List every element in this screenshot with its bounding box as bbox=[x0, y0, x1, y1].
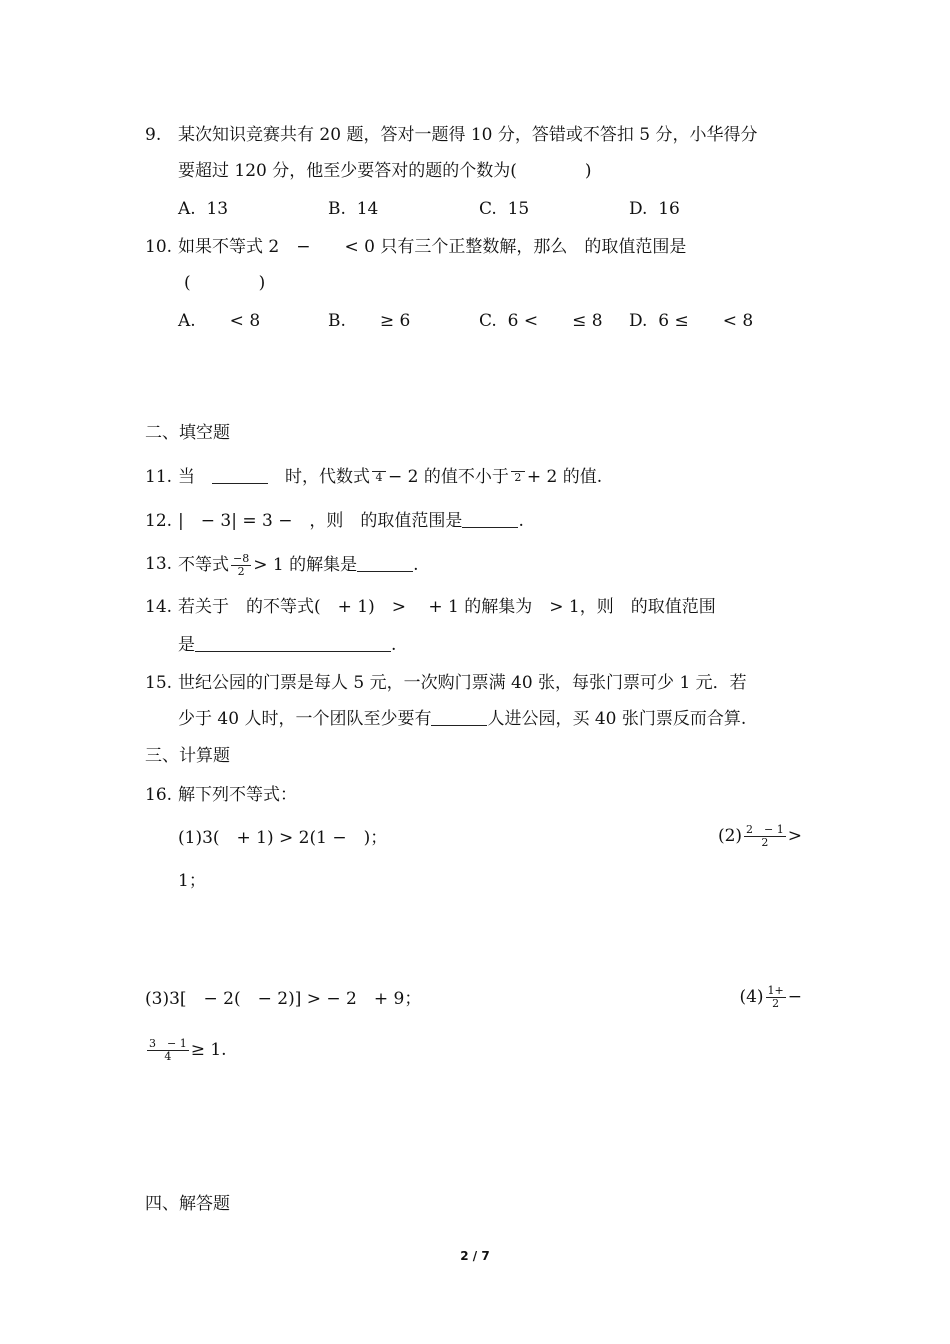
q16-part2-fraction bbox=[744, 824, 786, 849]
q13-fraction bbox=[231, 553, 251, 578]
page-number: 2 / 7 bbox=[460, 1249, 490, 1263]
q16-part2-numerator: 2 − 1 bbox=[746, 823, 784, 836]
q13-post: > 1 的解集是 bbox=[253, 555, 358, 575]
q11-fraction-1 bbox=[372, 471, 386, 484]
q15-blank[interactable] bbox=[431, 709, 487, 726]
q14-line2-text: 是 bbox=[178, 635, 195, 655]
q16-part2-sign: > bbox=[787, 826, 802, 846]
q11-f2-denominator: 2 bbox=[514, 471, 522, 484]
q11-number: 11. bbox=[145, 467, 173, 487]
q9-line1: 某次知识竞赛共有 20 题，答对一题得 10 分，答错或不答扣 5 分，小华得分 bbox=[178, 125, 758, 145]
q13-denominator: 2 bbox=[237, 565, 245, 578]
q12-line bbox=[178, 510, 524, 532]
q14-line2 bbox=[178, 634, 396, 656]
q10-number: 10. bbox=[145, 237, 173, 257]
q10-option-b: B. ≥ 6 bbox=[328, 311, 411, 331]
q12-post: . bbox=[518, 511, 524, 531]
q10-option-a: A. < 8 bbox=[178, 311, 261, 331]
section-calculation-heading: 三、计算题 bbox=[145, 746, 230, 766]
q11-mid: 时，代数式 bbox=[285, 467, 370, 487]
q9-number: 9. bbox=[145, 125, 162, 145]
q16-part2 bbox=[718, 824, 802, 849]
q16-part4-numerator-2: 3 − 1 bbox=[149, 1037, 187, 1050]
q14-line1: 若关于 的不等式( + 1) > + 1 的解集为 > 1，则 的取值范围 bbox=[178, 597, 716, 617]
q13-line bbox=[178, 553, 419, 578]
q13-blank[interactable] bbox=[357, 555, 413, 572]
q16-part4-continuation bbox=[145, 1038, 227, 1063]
q9-option-d: D. 16 bbox=[629, 199, 680, 219]
q9-option-a: A. 13 bbox=[178, 199, 229, 219]
q10-option-c: C. 6 < ≤ 8 bbox=[479, 311, 603, 331]
q12-number: 12. bbox=[145, 511, 173, 531]
q9-option-c: C. 15 bbox=[479, 199, 530, 219]
q13-numerator: −8 bbox=[233, 552, 250, 565]
q16-part4-numerator: 1+ bbox=[767, 984, 784, 997]
q16-part4-sign: − bbox=[787, 987, 802, 1007]
q12-blank[interactable] bbox=[462, 511, 518, 528]
section-answer-heading: 四、解答题 bbox=[145, 1194, 230, 1214]
q12-text: | − 3| = 3 − ，则 的取值范围是 bbox=[178, 511, 463, 531]
q11-f1-denominator: 4 bbox=[375, 471, 383, 484]
q16-part4-denominator: 2 bbox=[772, 997, 780, 1010]
section-fill-in-heading: 二、填空题 bbox=[145, 423, 230, 443]
q13-pre: 不等式 bbox=[178, 555, 229, 575]
q16-part2-denominator: 2 bbox=[761, 836, 769, 849]
q16-number: 16. bbox=[145, 785, 173, 805]
q11-line bbox=[178, 466, 602, 488]
q14-number: 14. bbox=[145, 597, 173, 617]
q13-end: . bbox=[413, 555, 419, 575]
q15-line2b: 人进公园，买 40 张门票反而合算. bbox=[487, 709, 747, 729]
q16-part3: (3)3[ − 2( − 2)] > − 2 + 9； bbox=[145, 989, 422, 1009]
q16-part4-fraction bbox=[766, 985, 786, 1010]
q16-title: 解下列不等式： bbox=[178, 785, 297, 805]
q10-line1: 如果不等式 2 − < 0 只有三个正整数解，那么 的取值范围是 bbox=[178, 237, 687, 257]
q14-blank[interactable] bbox=[195, 635, 391, 652]
q11-fraction-2 bbox=[511, 471, 525, 484]
q16-part4 bbox=[739, 985, 802, 1010]
q16-part4-denominator-2: 4 bbox=[164, 1050, 172, 1063]
q14-end: . bbox=[391, 635, 397, 655]
q11-mid2: − 2 的值不小于 bbox=[388, 467, 509, 487]
q15-number: 15. bbox=[145, 673, 173, 693]
q11-pre: 当 bbox=[178, 467, 212, 487]
q16-part4-tail: ≥ 1. bbox=[190, 1040, 227, 1060]
q15-line2 bbox=[178, 708, 746, 730]
q16-part4-fraction-2 bbox=[147, 1038, 189, 1063]
q9-option-b: B. 14 bbox=[328, 199, 379, 219]
q11-post: + 2 的值. bbox=[526, 467, 603, 487]
q16-part2-continuation: 1； bbox=[178, 871, 206, 891]
q9-line2: 要超过 120 分，他至少要答对的题的个数为( ) bbox=[178, 161, 592, 181]
q11-blank[interactable] bbox=[212, 467, 268, 484]
q16-part2-label: (2) bbox=[717, 826, 743, 846]
q13-number: 13. bbox=[145, 554, 173, 574]
q10-line2: ( ) bbox=[184, 273, 266, 293]
q15-line2a: 少于 40 人时，一个团队至少要有 bbox=[178, 709, 432, 729]
q16-part4-label: (4) bbox=[739, 987, 764, 1007]
q16-part1: (1)3( + 1) > 2(1 − )； bbox=[178, 828, 388, 848]
q10-option-d: D. 6 ≤ < 8 bbox=[629, 311, 754, 331]
q15-line1: 世纪公园的门票是每人 5 元，一次购门票满 40 张，每张门票可少 1 元．若 bbox=[178, 673, 747, 693]
